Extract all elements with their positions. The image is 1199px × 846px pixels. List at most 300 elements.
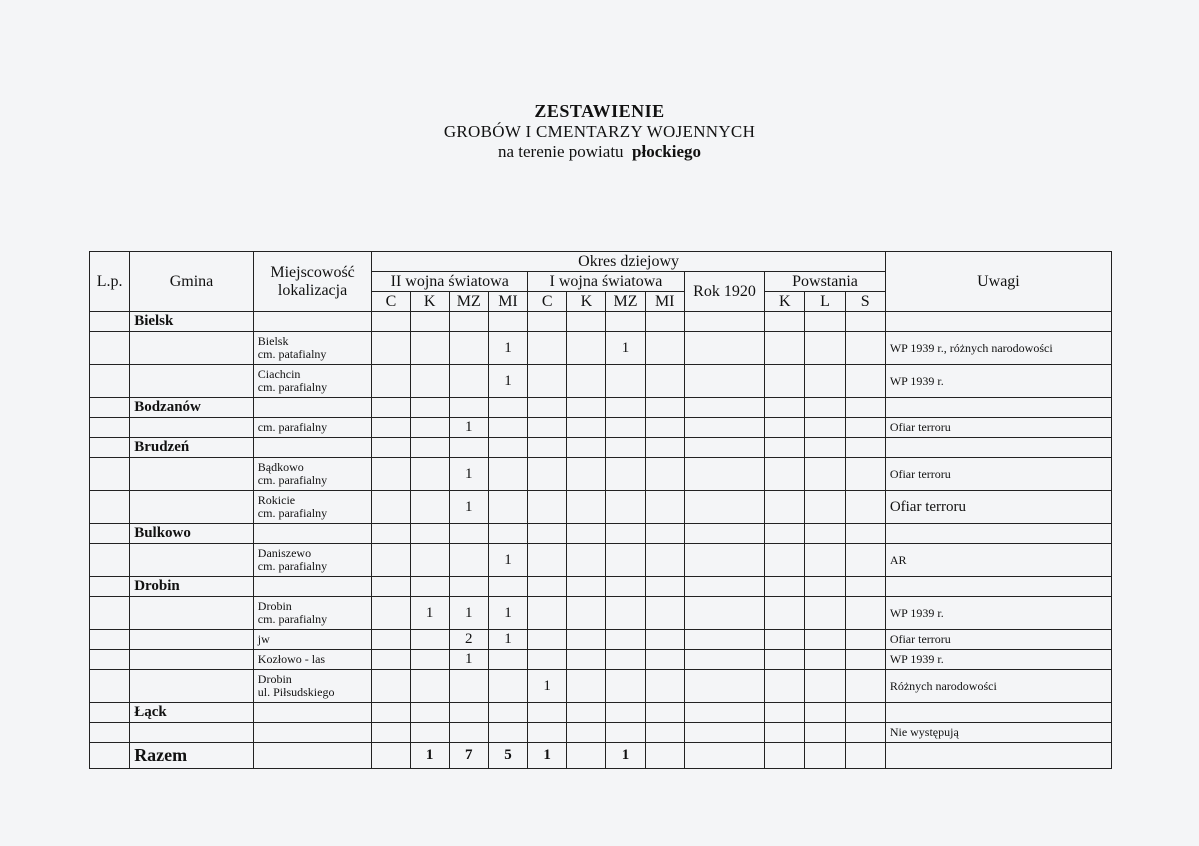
count-cell <box>372 597 410 630</box>
count-cell <box>684 365 764 398</box>
total-cell <box>567 743 606 769</box>
location-cell <box>253 418 372 438</box>
empty-cell <box>645 577 684 597</box>
count-cell <box>645 670 684 703</box>
count-cell <box>645 544 684 577</box>
gmina-cell <box>130 332 254 365</box>
count-cell <box>684 630 764 650</box>
gmina-cell <box>130 723 254 743</box>
empty-cell <box>845 438 885 458</box>
empty-cell <box>684 438 764 458</box>
count-cell: 1 <box>488 630 527 650</box>
empty-cell <box>449 524 488 544</box>
count-cell <box>765 332 805 365</box>
gmina-name: Brudzeń <box>130 438 254 458</box>
count-cell <box>528 458 567 491</box>
empty-cell <box>765 312 805 332</box>
count-cell: 1 <box>606 332 645 365</box>
count-cell <box>449 723 488 743</box>
lp-cell <box>90 743 130 769</box>
count-cell <box>606 458 645 491</box>
location-cell <box>253 458 372 491</box>
empty-cell <box>488 577 527 597</box>
table-row <box>90 597 1112 630</box>
count-cell <box>645 458 684 491</box>
location-line-1: Kozłowo - las <box>257 652 326 666</box>
uwagi-cell: Ofiar terroru <box>885 491 1111 524</box>
count-cell: 1 <box>449 458 488 491</box>
lp-cell <box>90 577 130 597</box>
empty-cell <box>372 398 410 418</box>
count-cell <box>410 491 449 524</box>
empty-cell <box>684 312 764 332</box>
empty-cell <box>528 524 567 544</box>
total-cell <box>645 743 684 769</box>
title-line-1: ZESTAWIENIE <box>534 101 665 121</box>
uwagi-cell: Różnych narodowości <box>885 670 1111 703</box>
empty-cell <box>645 438 684 458</box>
empty-cell <box>567 577 606 597</box>
count-cell <box>528 597 567 630</box>
count-cell <box>372 670 410 703</box>
empty-cell <box>528 577 567 597</box>
uwagi-cell: WP 1939 r. <box>885 365 1111 398</box>
total-cell: 1 <box>528 743 567 769</box>
empty-cell <box>805 524 845 544</box>
count-cell <box>606 723 645 743</box>
count-cell: 1 <box>449 650 488 670</box>
count-cell <box>805 597 845 630</box>
count-cell <box>765 365 805 398</box>
header-ww1-c: C <box>528 292 567 312</box>
count-cell <box>845 365 885 398</box>
count-cell: 1 <box>528 670 567 703</box>
table-row <box>90 544 1112 577</box>
table-row <box>90 670 1112 703</box>
gmina-name: Łąck <box>130 703 254 723</box>
count-cell <box>488 458 527 491</box>
header-ww2-mi: MI <box>488 292 527 312</box>
count-cell <box>372 544 410 577</box>
empty-cell <box>765 703 805 723</box>
uwagi-cell: Ofiar terroru <box>885 630 1111 650</box>
table-row <box>90 650 1112 670</box>
empty-cell <box>805 577 845 597</box>
count-cell: 1 <box>449 418 488 438</box>
title-line-3 <box>0 142 1199 162</box>
empty-cell <box>253 703 372 723</box>
count-cell <box>410 332 449 365</box>
lp-cell <box>90 630 130 650</box>
location-cell <box>253 630 372 650</box>
table-row <box>90 723 1112 743</box>
count-cell <box>488 491 527 524</box>
count-cell <box>845 723 885 743</box>
empty-cell <box>410 524 449 544</box>
location-cell <box>253 365 372 398</box>
empty-cell <box>449 438 488 458</box>
gmina-name: Bodzanów <box>130 398 254 418</box>
count-cell <box>372 491 410 524</box>
empty-cell <box>684 703 764 723</box>
count-cell <box>765 418 805 438</box>
empty-cell <box>885 577 1111 597</box>
empty-cell <box>684 577 764 597</box>
count-cell <box>528 544 567 577</box>
count-cell <box>765 458 805 491</box>
count-cell: 1 <box>449 597 488 630</box>
count-cell <box>845 630 885 650</box>
count-cell <box>765 630 805 650</box>
empty-cell <box>765 524 805 544</box>
empty-cell <box>567 438 606 458</box>
location-line-2: cm. parafialny <box>257 473 328 487</box>
count-cell <box>567 597 606 630</box>
location-line-1: Daniszewo <box>257 546 312 560</box>
empty-cell <box>567 703 606 723</box>
location-line-2: cm. parafialny <box>257 559 328 573</box>
total-label: Razem <box>130 743 254 769</box>
count-cell <box>845 458 885 491</box>
header-rok1920: Rok 1920 <box>684 272 764 312</box>
title-county: płockiego <box>632 142 701 161</box>
count-cell <box>684 650 764 670</box>
empty-cell <box>410 312 449 332</box>
count-cell <box>567 365 606 398</box>
location-line-2: cm. patafialny <box>257 347 327 361</box>
count-cell <box>567 418 606 438</box>
empty-cell <box>845 577 885 597</box>
count-cell <box>372 418 410 438</box>
empty-cell <box>253 524 372 544</box>
empty-cell <box>410 398 449 418</box>
location-line-2: cm. parafialny <box>257 380 328 394</box>
count-cell <box>845 544 885 577</box>
table-row <box>90 418 1112 438</box>
header-ww2-k: K <box>410 292 449 312</box>
count-cell <box>805 630 845 650</box>
table-row <box>90 630 1112 650</box>
count-cell <box>372 650 410 670</box>
location-line-1: cm. parafialny <box>257 420 328 434</box>
empty-cell <box>528 398 567 418</box>
location-line-1: Drobin <box>257 672 292 686</box>
location-cell <box>253 723 372 743</box>
count-cell <box>449 365 488 398</box>
count-cell <box>410 458 449 491</box>
count-cell <box>449 670 488 703</box>
total-cell: 7 <box>449 743 488 769</box>
empty-cell <box>488 524 527 544</box>
empty-cell <box>528 438 567 458</box>
count-cell <box>410 630 449 650</box>
empty-cell <box>410 703 449 723</box>
header-okres: Okres dziejowy <box>372 252 885 272</box>
count-cell <box>684 670 764 703</box>
count-cell <box>684 332 764 365</box>
gmina-row <box>90 312 1112 332</box>
empty-cell <box>606 438 645 458</box>
gmina-row <box>90 703 1112 723</box>
empty-cell <box>805 438 845 458</box>
empty-cell <box>684 524 764 544</box>
location-cell <box>253 544 372 577</box>
lp-cell <box>90 650 130 670</box>
total-cell <box>845 743 885 769</box>
location-line-1: Drobin <box>257 599 292 613</box>
count-cell <box>765 670 805 703</box>
count-cell <box>528 630 567 650</box>
empty-cell <box>253 312 372 332</box>
count-cell <box>684 544 764 577</box>
count-cell <box>845 418 885 438</box>
count-cell <box>567 630 606 650</box>
count-cell <box>410 723 449 743</box>
title-line-3-prefix: na terenie powiatu <box>497 142 624 161</box>
count-cell <box>372 365 410 398</box>
graves-table <box>89 251 1112 769</box>
location-line-1: Bądkowo <box>257 460 304 474</box>
header-pow-l: L <box>805 292 845 312</box>
empty-cell <box>645 703 684 723</box>
empty-cell <box>765 438 805 458</box>
location-line-2: cm. parafialny <box>257 612 328 626</box>
title-line-2: GROBÓW I CMENTARZY WOJENNYCH <box>443 122 756 141</box>
total-cell <box>372 743 410 769</box>
total-cell: 1 <box>606 743 645 769</box>
empty-cell <box>805 398 845 418</box>
count-cell <box>449 544 488 577</box>
empty-cell <box>372 703 410 723</box>
count-cell <box>606 491 645 524</box>
lp-cell <box>90 312 130 332</box>
gmina-cell <box>130 650 254 670</box>
empty-cell <box>845 703 885 723</box>
empty-cell <box>253 577 372 597</box>
count-cell <box>606 418 645 438</box>
header-ww1: I wojna światowa <box>528 272 685 292</box>
count-cell <box>845 670 885 703</box>
location-cell <box>253 491 372 524</box>
count-cell <box>567 491 606 524</box>
empty-cell <box>528 703 567 723</box>
count-cell <box>684 418 764 438</box>
count-cell <box>845 332 885 365</box>
header-lp: L.p. <box>90 252 130 312</box>
gmina-cell <box>130 630 254 650</box>
gmina-cell <box>130 597 254 630</box>
table-row <box>90 332 1112 365</box>
count-cell <box>805 670 845 703</box>
count-cell <box>684 491 764 524</box>
empty-cell <box>253 438 372 458</box>
empty-cell <box>372 312 410 332</box>
total-row <box>90 743 1112 769</box>
count-cell <box>645 418 684 438</box>
count-cell <box>488 650 527 670</box>
gmina-row <box>90 577 1112 597</box>
gmina-cell <box>130 544 254 577</box>
count-cell <box>449 332 488 365</box>
count-cell <box>528 650 567 670</box>
count-cell <box>410 650 449 670</box>
header-uwagi: Uwagi <box>885 252 1111 312</box>
count-cell <box>645 723 684 743</box>
count-cell <box>606 597 645 630</box>
empty-cell <box>885 703 1111 723</box>
empty-cell <box>488 438 527 458</box>
uwagi-cell: WP 1939 r. <box>885 650 1111 670</box>
location-cell <box>253 597 372 630</box>
empty-cell <box>567 524 606 544</box>
count-cell <box>845 597 885 630</box>
count-cell <box>372 630 410 650</box>
count-cell <box>765 723 805 743</box>
count-cell: 1 <box>449 491 488 524</box>
location-line-1: Ciachcin <box>257 367 301 381</box>
empty-cell <box>645 398 684 418</box>
header-miejscowosc: Miejscowość lokalizacja <box>253 252 372 312</box>
header-ww2-mz: MZ <box>449 292 488 312</box>
count-cell <box>528 418 567 438</box>
count-cell <box>567 650 606 670</box>
empty-cell <box>845 524 885 544</box>
lp-cell <box>90 544 130 577</box>
header-pow-s: S <box>845 292 885 312</box>
lp-cell <box>90 703 130 723</box>
count-cell <box>845 491 885 524</box>
count-cell <box>372 332 410 365</box>
uwagi-cell: WP 1939 r. <box>885 597 1111 630</box>
empty-cell <box>410 438 449 458</box>
uwagi-cell: AR <box>885 544 1111 577</box>
empty-cell <box>372 577 410 597</box>
empty-cell <box>885 312 1111 332</box>
location-line-1: Bielsk <box>257 334 289 348</box>
count-cell: 2 <box>449 630 488 650</box>
count-cell <box>645 491 684 524</box>
count-cell: 1 <box>488 544 527 577</box>
count-cell <box>606 670 645 703</box>
lp-cell <box>90 332 130 365</box>
empty-cell <box>845 312 885 332</box>
empty-cell <box>449 312 488 332</box>
lp-cell <box>90 670 130 703</box>
count-cell <box>606 650 645 670</box>
empty-cell <box>606 398 645 418</box>
count-cell <box>805 491 845 524</box>
lp-cell <box>90 418 130 438</box>
count-cell <box>567 332 606 365</box>
lp-cell <box>90 723 130 743</box>
count-cell <box>410 544 449 577</box>
gmina-cell <box>130 365 254 398</box>
empty-cell <box>488 398 527 418</box>
count-cell <box>528 332 567 365</box>
empty-cell <box>606 577 645 597</box>
lp-cell <box>90 491 130 524</box>
empty-cell <box>885 524 1111 544</box>
location-line-1: jw <box>257 632 270 646</box>
uwagi-cell: Nie występują <box>885 723 1111 743</box>
gmina-row <box>90 398 1112 418</box>
empty-cell <box>606 312 645 332</box>
uwagi-cell: WP 1939 r., różnych narodowości <box>885 332 1111 365</box>
header-ww2-c: C <box>372 292 410 312</box>
count-cell <box>528 723 567 743</box>
location-cell <box>253 650 372 670</box>
empty-cell <box>645 524 684 544</box>
empty-cell <box>885 743 1111 769</box>
count-cell <box>684 458 764 491</box>
count-cell <box>645 630 684 650</box>
gmina-name: Drobin <box>130 577 254 597</box>
count-cell <box>765 650 805 670</box>
header-ww1-k: K <box>567 292 606 312</box>
header-gmina: Gmina <box>130 252 254 312</box>
count-cell <box>567 723 606 743</box>
count-cell: 1 <box>488 365 527 398</box>
header-ww1-mi: MI <box>645 292 684 312</box>
count-cell <box>528 365 567 398</box>
document-title <box>0 100 1199 162</box>
table-row <box>90 365 1112 398</box>
location-cell <box>253 332 372 365</box>
count-cell <box>645 365 684 398</box>
gmina-name: Bulkowo <box>130 524 254 544</box>
lp-cell <box>90 438 130 458</box>
empty-cell <box>253 743 372 769</box>
count-cell <box>410 365 449 398</box>
location-line-2: ul. Piłsudskiego <box>257 685 335 699</box>
empty-cell <box>805 703 845 723</box>
empty-cell <box>449 577 488 597</box>
location-line-2: cm. parafialny <box>257 506 328 520</box>
count-cell <box>606 544 645 577</box>
empty-cell <box>567 312 606 332</box>
count-cell <box>805 332 845 365</box>
count-cell <box>567 544 606 577</box>
count-cell <box>805 365 845 398</box>
count-cell <box>372 723 410 743</box>
count-cell <box>645 597 684 630</box>
count-cell <box>372 458 410 491</box>
count-cell <box>606 630 645 650</box>
count-cell <box>645 332 684 365</box>
count-cell <box>567 670 606 703</box>
total-cell <box>765 743 805 769</box>
header-pow-k: K <box>765 292 805 312</box>
count-cell <box>684 723 764 743</box>
lp-cell <box>90 524 130 544</box>
empty-cell <box>372 438 410 458</box>
gmina-cell <box>130 458 254 491</box>
count-cell <box>488 723 527 743</box>
empty-cell <box>765 577 805 597</box>
empty-cell <box>845 398 885 418</box>
header-powstania: Powstania <box>765 272 886 292</box>
header-ww1-mz: MZ <box>606 292 645 312</box>
gmina-row <box>90 438 1112 458</box>
empty-cell <box>488 703 527 723</box>
count-cell <box>488 670 527 703</box>
count-cell <box>765 597 805 630</box>
count-cell <box>845 650 885 670</box>
count-cell <box>805 723 845 743</box>
empty-cell <box>253 398 372 418</box>
count-cell <box>645 650 684 670</box>
empty-cell <box>567 398 606 418</box>
